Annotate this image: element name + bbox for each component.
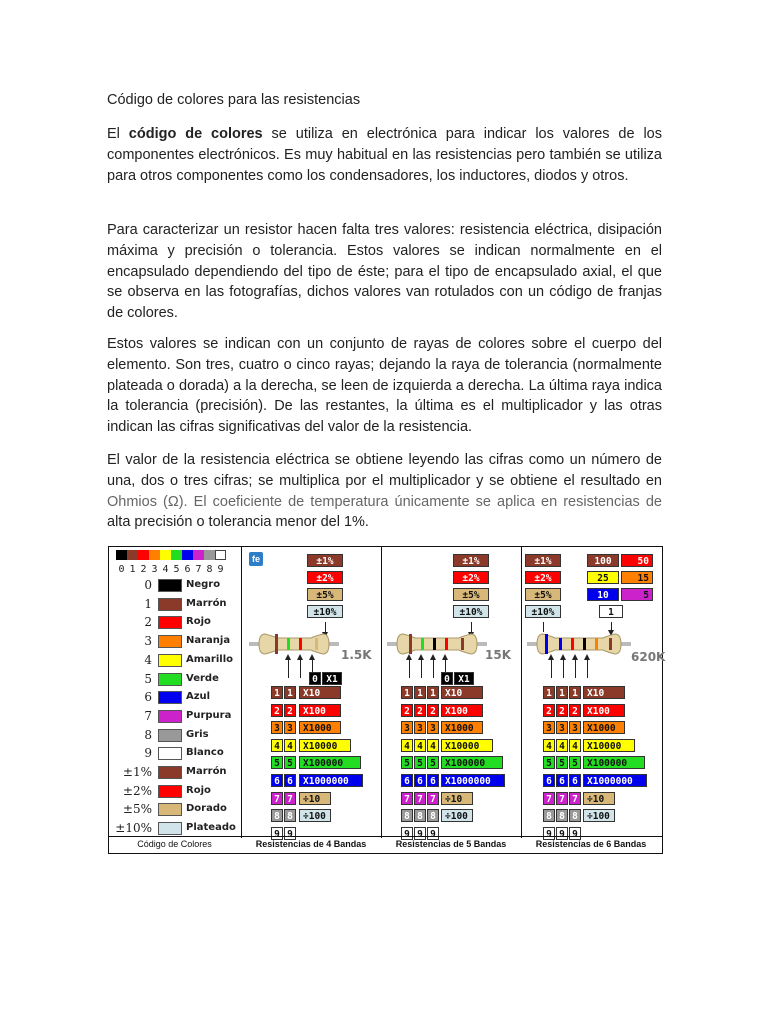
digit-chip: 3 [569,721,581,734]
band4-panel [241,546,382,838]
legend-name: Negro [186,579,221,590]
multiplier-chip: ÷10 [299,792,331,805]
digit-chip: 3 [427,721,439,734]
legend-row [114,802,239,818]
digit-chip: 6 [271,774,283,787]
legend-row [114,821,239,837]
digit-chip: 2 [556,704,568,717]
caption-band5: Resistencias de 5 Bandas [395,839,507,849]
legend-value: ±10% [115,821,152,836]
multiplier-chip: X1000000 [583,774,647,787]
multiplier-chip: ÷100 [299,809,331,822]
legend-swatch [158,654,182,667]
multiplier-chip: X100 [583,704,625,717]
resistor-band [461,638,464,650]
arrow-head [309,654,315,660]
digit-chip: 9 [427,827,439,840]
tolerance-chip: ±1% [453,554,489,567]
legend-value: 1 [144,596,152,611]
resistor-band [299,638,302,650]
arrow-head [442,654,448,660]
digit-chip: 7 [401,792,413,805]
tolerance-chip: ±1% [525,554,561,567]
zero-digit-chip: 0 [441,672,453,685]
arrow-head [584,654,590,660]
arrow-head [430,654,436,660]
tolerance-chip: ±1% [307,554,343,567]
legend-panel [108,546,242,838]
multiplier-chip: ÷10 [583,792,615,805]
tolerance-chip: ±5% [525,588,561,601]
legend-row [114,784,239,800]
digit-chip: 4 [271,739,283,752]
strip-swatch [160,550,171,560]
multiplier-chip: X100000 [299,756,361,769]
legend-value: 9 [144,746,152,761]
resistor-band [609,638,612,650]
digit-chip: 6 [414,774,426,787]
digit-chip: 8 [427,809,439,822]
strip-swatch [138,550,149,560]
legend-name: Marrón [186,766,227,777]
digit-chip: 7 [569,792,581,805]
multiplier-chip: X10000 [441,739,493,752]
digit-chip: 4 [427,739,439,752]
p4-gray: Ohmios (Ω). El coeficiente de temperatura únicamente se aplica en resistencias de [107,493,662,510]
color-code-figure [108,546,666,854]
strip-swatch [193,550,204,560]
digit-chip: 7 [414,792,426,805]
digit-chip: 1 [414,686,426,699]
legend-value: 4 [144,652,152,667]
digit-chip: 8 [401,809,413,822]
legend-value: 2 [144,615,152,630]
digit-chip: 3 [401,721,413,734]
digit-chip: 8 [569,809,581,822]
digit-chip: 4 [414,739,426,752]
legend-value: ±1% [122,765,152,779]
paragraph-3: Estos valores se indican con un conjunto de rayas de colores sobre el cuerpo del elemento. Son tres, cuatro o cinco rayas; dejando la raya de tolerancia (normalmente plateada o dorada) a la derecha, se leen de izquierda a derecha. La última raya indica la tolerancia (precisión). De las restantes, la última es el multiplicador y las otras indican las cifras significativas del valor de la resistencia. [107,336,662,436]
resistor-band [409,634,412,654]
caption-row [108,836,663,855]
tolerance-chip: ±5% [453,588,489,601]
tolerance-chip: ±10% [525,605,561,618]
legend-name: Azul [186,691,211,703]
strip-swatch [171,550,182,560]
digit-chip: 2 [569,704,581,717]
resistor-band [275,634,278,654]
digit-chip: 1 [401,686,413,699]
digit-chip: 8 [543,809,555,822]
legend-name: Amarillo [186,653,233,665]
strip-swatch [182,550,193,560]
p4-post: alta precisión o tolerancia menor del 1%. [107,514,369,531]
caption-legend: Código de Colores [137,839,212,849]
legend-name: Dorado [186,803,227,815]
digit-chip: 5 [271,756,283,769]
resistor-band [421,638,424,650]
arrow-head [297,654,303,660]
digit-chip: 9 [284,827,296,840]
strip-digit: 5 [173,564,180,575]
digit-chip: 1 [284,686,296,699]
digit-chip: 5 [401,756,413,769]
tempco-chip: 10 [587,588,619,601]
legend-swatch [158,616,182,629]
digit-chip: 1 [543,686,555,699]
legend-row [114,728,239,744]
legend-name: Rojo [186,616,211,628]
paragraph-2: Para caracterizar un resistor hacen falta tres valores: resistencia eléctrica, disipación máxima y precisión o tolerancia. Estos valores se indican normalmente en el encapsulado dependiendo del tipo de éste; para el tipo de encapsulado axial, el que se observa en las fotografías, dichos valores van rotulados con un código de franjas de colores. [107,222,662,322]
resistor-band [571,638,574,650]
band6-panel [521,546,666,840]
digit-chip: 6 [569,774,581,787]
arrow-head [418,654,424,660]
arrow-head [548,654,554,660]
strip-swatch [127,550,138,560]
legend-name: Plateado [186,822,236,834]
document-title: Código de colores para las resistencias [107,92,361,108]
legend-swatch [158,785,182,798]
digit-chip: 4 [569,739,581,752]
digit-chip: 8 [556,809,568,822]
digit-chip: 6 [427,774,439,787]
caption-band6: Resistencias de 6 Bandas [535,839,647,849]
digit-chip: 8 [271,809,283,822]
resistor-band [595,638,598,650]
paragraph-4 [107,450,662,533]
digit-chip: 3 [271,721,283,734]
digit-chip: 7 [271,792,283,805]
digit-chip: 3 [556,721,568,734]
legend-swatch [158,598,182,611]
legend-swatch [158,803,182,816]
x1-chip: X1 [322,672,342,685]
digit-chip: 2 [543,704,555,717]
digit-chip: 9 [543,827,555,840]
fe-logo: fe [249,552,263,566]
digit-chip: 2 [284,704,296,717]
value-6-band: 620K [631,650,666,664]
strip-swatch [204,550,215,560]
digit-chip: 2 [414,704,426,717]
multiplier-chip: ÷100 [583,809,615,822]
x1-chip: X1 [454,672,474,685]
digit-chip: 6 [543,774,555,787]
multiplier-chip: X10 [299,686,341,699]
resistor-body [537,634,621,654]
resistor-body [259,634,329,654]
digit-chip: 4 [284,739,296,752]
caption-band4: Resistencias de 4 Bandas [255,839,367,849]
digit-chip: 1 [271,686,283,699]
arrow-head [285,654,291,660]
p1-bold-term: código de colores [128,126,263,142]
strip-digit: 4 [162,564,169,575]
strip-digit: 3 [151,564,158,575]
multiplier-chip: X1000 [441,721,483,734]
legend-name: Rojo [186,784,211,796]
tolerance-chip: ±2% [525,571,561,584]
multiplier-chip: X1000 [583,721,625,734]
digit-chip: 2 [427,704,439,717]
tempco-chip: 15 [621,571,653,584]
legend-row [114,672,239,688]
strip-digit: 7 [195,564,202,575]
legend-swatch [158,766,182,779]
legend-value: ±5% [122,802,152,817]
tempco-chip: 100 [587,554,619,567]
resistor-6-band [527,628,631,660]
digit-chip: 8 [414,809,426,822]
digit-chip: 1 [556,686,568,699]
legend-value: 8 [144,727,152,742]
multiplier-chip: X10000 [299,739,351,752]
digit-chip: 7 [284,792,296,805]
paragraph-1 [107,124,662,186]
digit-chip: 6 [556,774,568,787]
digit-chip: 5 [284,756,296,769]
tolerance-chip: ±10% [453,605,489,618]
multiplier-chip: ÷100 [441,809,473,822]
arrow-head [406,654,412,660]
digit-chip: 5 [543,756,555,769]
legend-row [114,709,239,725]
digit-chip: 7 [556,792,568,805]
legend-row [114,746,239,762]
multiplier-chip: X100 [299,704,341,717]
legend-name: Purpura [186,709,232,721]
legend-row [114,578,239,594]
tolerance-chip: ±2% [307,571,343,584]
digit-chip: 7 [543,792,555,805]
legend-value: 3 [144,634,152,649]
resistor-band [287,638,290,650]
digit-chip: 2 [401,704,413,717]
legend-swatch [158,579,182,592]
digit-chip: 3 [284,721,296,734]
legend-row [114,690,239,706]
strip-digit: 0 [118,564,125,575]
tempco-chip: 50 [621,554,653,567]
legend-swatch [158,747,182,760]
multiplier-chip: X1000000 [299,774,363,787]
tolerance-chip: ±2% [453,571,489,584]
legend-name: Gris [186,728,209,740]
multiplier-chip: X10 [441,686,483,699]
legend-name: Marrón [186,597,227,609]
color-strip [116,546,236,576]
legend-swatch [158,635,182,648]
strip-swatch [149,550,160,560]
resistor-band [583,638,586,650]
digit-chip: 3 [543,721,555,734]
digit-chip: 1 [569,686,581,699]
strip-swatch [116,550,127,560]
strip-digit: 1 [129,564,136,575]
zero-digit-chip: 0 [309,672,321,685]
legend-swatch [158,729,182,742]
digit-chip: 6 [284,774,296,787]
multiplier-chip: X100000 [583,756,645,769]
digit-chip: 9 [271,827,283,840]
arrow-head [572,654,578,660]
digit-chip: 5 [556,756,568,769]
p4-pre: El valor de la resistencia eléctrica se obtiene leyendo las cifras como un número de una, dos o tres cifras; se multiplica por el multiplicador y se obtiene el resultado en [107,452,662,489]
value-4-band: 1.5K [341,648,372,662]
legend-value: 7 [144,708,152,723]
strip-digit: 8 [206,564,213,575]
legend-row [114,615,239,631]
legend-row [114,597,239,613]
digit-chip: 3 [414,721,426,734]
legend-name: Verde [186,672,219,684]
legend-swatch [158,673,182,686]
value-5-band: 15K [485,648,511,662]
resistor-band [545,634,548,654]
digit-chip: 9 [569,827,581,840]
tempco-chip: 25 [587,571,619,584]
resistor-4-band [249,628,339,660]
legend-value: 0 [144,578,152,592]
multiplier-chip: X1000 [299,721,341,734]
strip-digit: 6 [184,564,191,575]
digit-chip: 5 [569,756,581,769]
digit-chip: 8 [284,809,296,822]
digit-chip: 4 [543,739,555,752]
digit-chip: 1 [427,686,439,699]
legend-value: 6 [144,690,152,705]
resistor-band [433,638,436,650]
legend-swatch [158,691,182,704]
legend-value: ±2% [122,783,152,798]
multiplier-chip: X1000000 [441,774,505,787]
digit-chip: 4 [556,739,568,752]
legend-name: Naranja [186,635,231,647]
resistor-5-band [387,628,487,660]
digit-chip: 9 [414,827,426,840]
multiplier-chip: X100000 [441,756,503,769]
legend-name: Blanco [186,747,224,759]
digit-chip: 5 [427,756,439,769]
digit-chip: 7 [427,792,439,805]
legend-row [114,653,239,669]
digit-chip: 9 [401,827,413,840]
tolerance-chip: ±5% [307,588,343,601]
legend-swatch [158,822,182,835]
tolerance-chip: ±10% [307,605,343,618]
digit-chip: 4 [401,739,413,752]
strip-digit: 2 [140,564,147,575]
resistor-band [445,638,448,650]
digit-chip: 2 [271,704,283,717]
digit-chip: 5 [414,756,426,769]
strip-swatch [215,550,226,560]
resistor-band [315,638,318,650]
legend-value: 5 [144,671,152,686]
multiplier-chip: X10 [583,686,625,699]
legend-row [114,765,239,781]
legend-swatch [158,710,182,723]
p1-post: se utiliza en electrónica para indicar los valores de los componentes electrónicos. Es muy habitual en las resistencias pero también se utiliza para otros componentes como los condensadores, los inductores, diodos y otros. [107,126,662,184]
arrow-head [560,654,566,660]
multiplier-chip: ÷10 [441,792,473,805]
resistor-band [559,638,562,650]
digit-chip: 6 [401,774,413,787]
p1-pre: El [107,126,129,142]
tempco-chip: 5 [621,588,653,601]
legend-row [114,634,239,650]
multiplier-chip: X10000 [583,739,635,752]
multiplier-chip: X100 [441,704,483,717]
band5-panel [381,546,522,838]
tempco-chip: 1 [599,605,623,618]
strip-digit: 9 [217,564,224,575]
digit-chip: 9 [556,827,568,840]
